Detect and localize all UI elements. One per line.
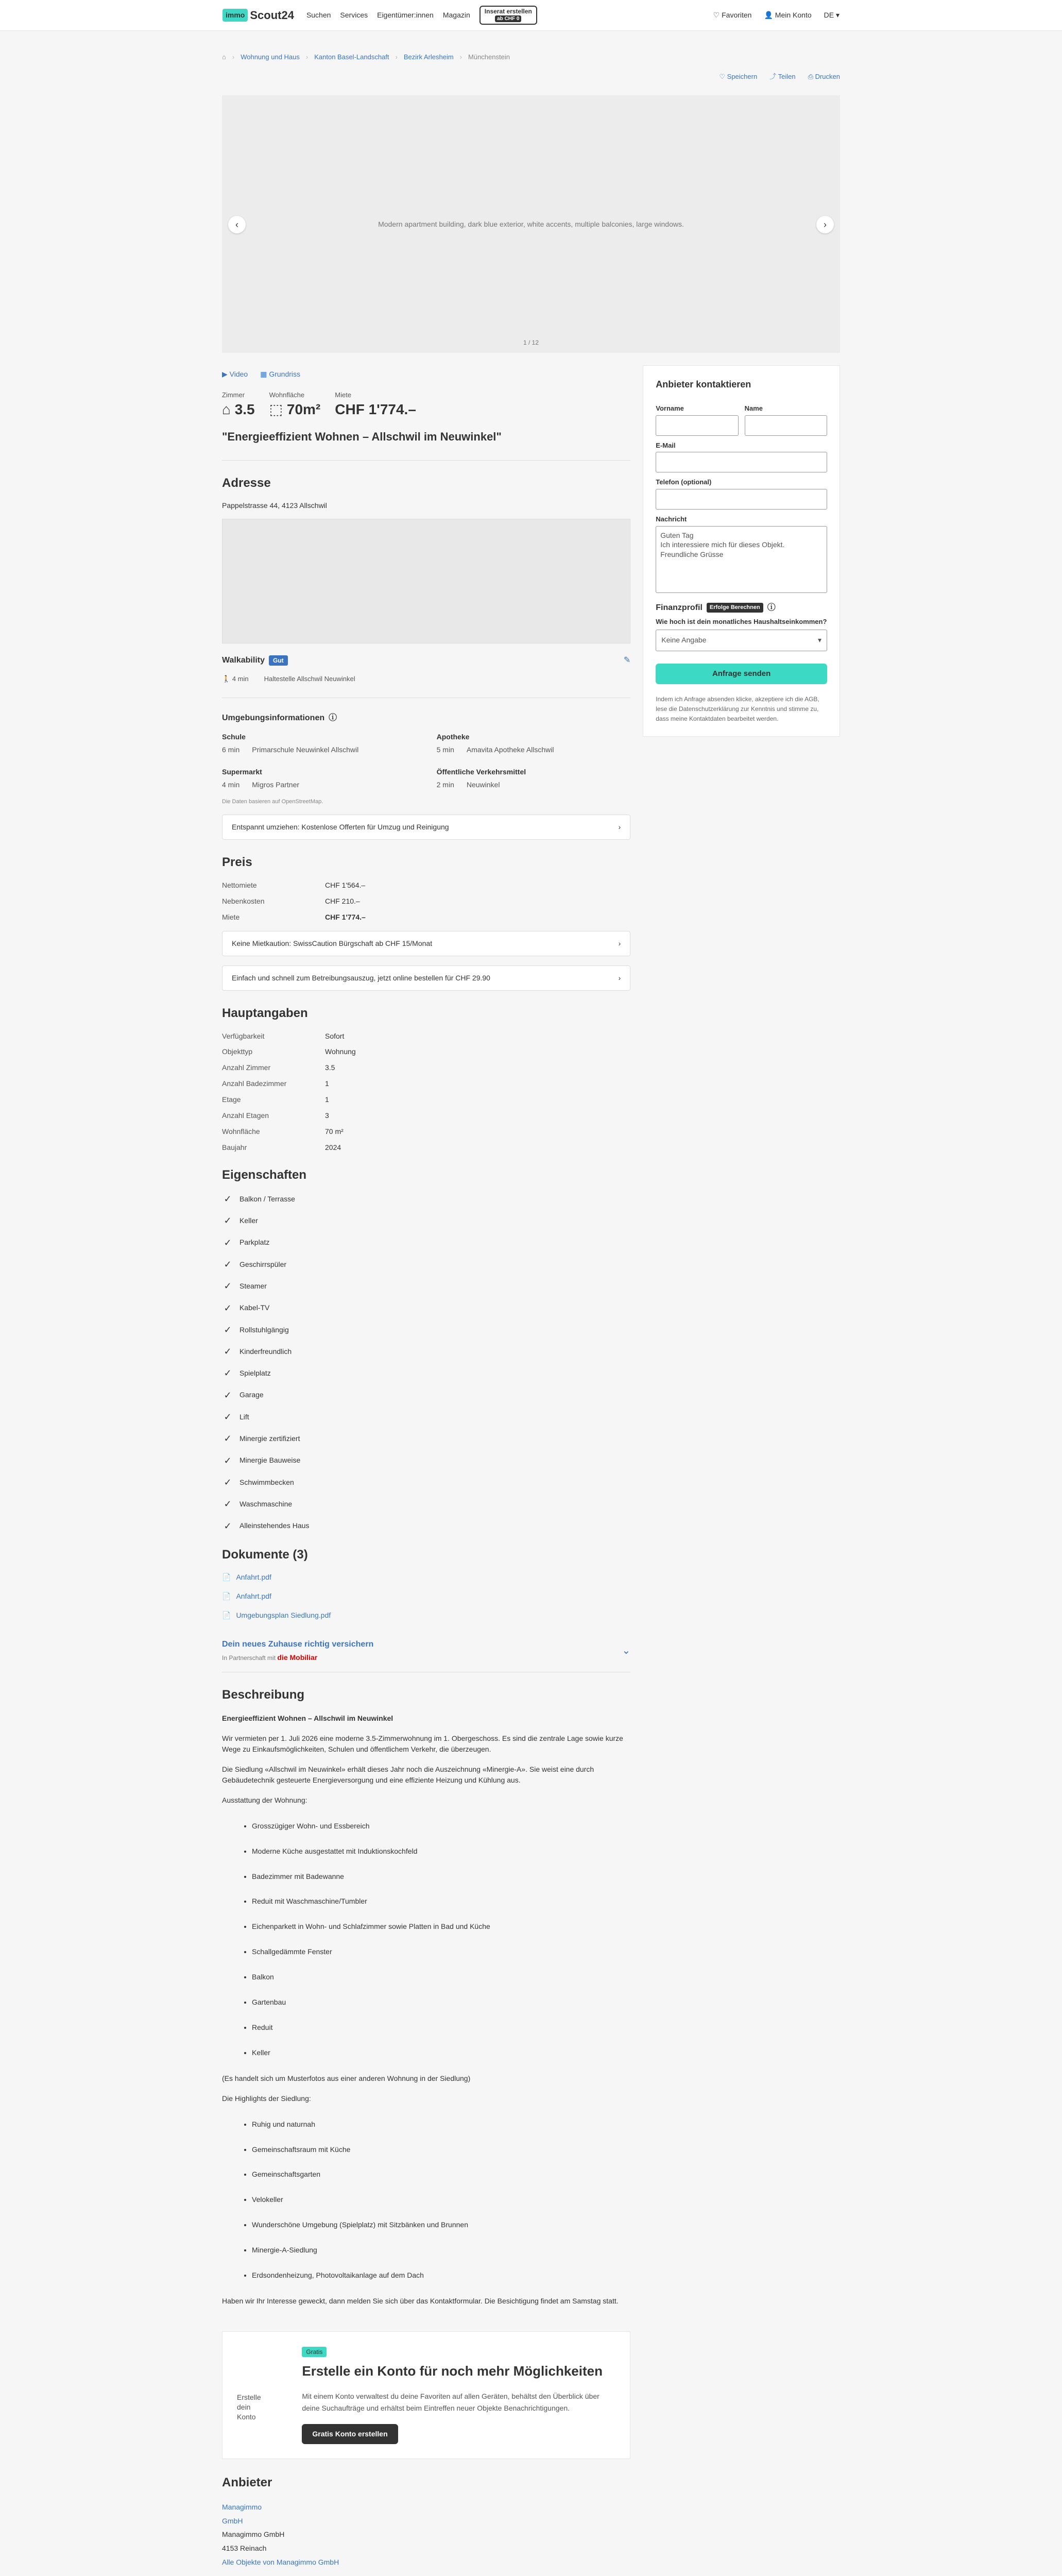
chevron-down-icon: ▾ xyxy=(835,11,840,20)
features-heading: Eigenschaften xyxy=(222,1167,307,1182)
fact-label: Wohnfläche xyxy=(269,391,305,399)
environment-heading: Umgebungsinformationen xyxy=(222,714,325,723)
contact-sidebar xyxy=(643,365,840,2576)
send-request-button[interactable]: Anfrage senden xyxy=(656,664,827,684)
checkmark-icon: ✓ xyxy=(224,1455,232,1466)
main-info-value: Wohnung xyxy=(325,1047,356,1056)
main-info-key: Baujahr xyxy=(222,1143,247,1151)
fact-value: CHF 1'774.– xyxy=(335,401,416,417)
nav-item-magazine[interactable]: Magazin xyxy=(442,11,470,20)
save-button[interactable]: ♡ Speichern xyxy=(719,72,758,80)
language-label: DE xyxy=(824,11,834,20)
feature-label: Waschmaschine xyxy=(239,1499,293,1508)
chevron-right-icon: › xyxy=(618,974,621,982)
features-list xyxy=(222,1193,630,1532)
fact-label: Zimmer xyxy=(222,391,245,399)
feature-label: Kinderfreundlich xyxy=(239,1347,292,1355)
floorplan-label: Grundriss xyxy=(269,370,301,379)
description-list-item: • Balkon xyxy=(252,1972,630,1982)
account-link[interactable] xyxy=(764,10,811,20)
feature-item xyxy=(222,1498,630,1510)
walkability-label: Walkability xyxy=(222,656,265,665)
checkmark-icon: ✓ xyxy=(224,1433,232,1444)
description-list-item: • Reduit xyxy=(252,2023,630,2032)
main-info-heading: Hauptangaben xyxy=(222,1006,308,1021)
feature-label: Alleinstehendes Haus xyxy=(239,1521,310,1530)
gallery-image-caption: Modern apartment building, dark blue exterior, white accents, multiple balconies, large windows. xyxy=(378,219,684,228)
description-list-item: • Keller xyxy=(252,2048,630,2058)
main-info-row xyxy=(222,1063,630,1073)
checkmark-icon: ✓ xyxy=(224,1281,232,1292)
checkmark-icon: ✓ xyxy=(224,1368,232,1379)
feature-item xyxy=(222,1302,630,1314)
deposit-banner[interactable]: Keine Mietkaution: SwissCaution Bürgschaft ab CHF 15/Monat › xyxy=(222,931,630,956)
checkmark-icon: ✓ xyxy=(224,1194,232,1205)
home-icon[interactable]: ⌂ xyxy=(222,53,226,61)
all-listings-link[interactable]: Alle Objekte von Managimmo GmbH xyxy=(222,2557,339,2566)
main-info-value: 3 xyxy=(325,1111,329,1120)
success-badge: Erfolge Berechnen xyxy=(707,603,763,613)
fact-label: Miete xyxy=(335,391,352,399)
main-info-value: Sofort xyxy=(325,1031,345,1040)
edit-icon[interactable]: ✎ xyxy=(623,656,631,665)
info-icon[interactable]: ⓘ xyxy=(767,603,776,612)
favorites-link[interactable] xyxy=(713,10,752,20)
main-info-value: 3.5 xyxy=(325,1063,335,1072)
feature-item xyxy=(222,1411,630,1423)
insurance-promo[interactable]: Dein neues Zuhause richtig versichern In Partnerschaft mit die Mobiliar ⌄ xyxy=(222,1630,630,1672)
description-list-item: • Gemeinschaftsraum mit Küche xyxy=(252,2145,630,2155)
feature-label: Minergie Bauweise xyxy=(239,1456,301,1465)
create-listing-button[interactable] xyxy=(479,6,537,25)
nav-item-search[interactable]: Suchen xyxy=(306,11,331,20)
document-link[interactable]: 📄 Anfahrt.pdf xyxy=(222,1573,271,1582)
feature-label: Balkon / Terrasse xyxy=(239,1194,295,1203)
main-nav xyxy=(306,10,470,20)
image-gallery[interactable] xyxy=(222,95,840,353)
create-account-card: Erstelle dein Konto Gratis Erstelle ein Konto für noch mehr Möglichkeiten Mit einem Konto verwaltest du deine Favoriten auf allen Geräten, behältst den Überblick über deine Suchaufträge und erhältst beim Eintreffen neuer Objekte Benachrichtigungen. Gratis Konto erstellen xyxy=(222,2331,630,2459)
main-info-table xyxy=(222,1031,630,1153)
video-button[interactable]: ▶ Video xyxy=(222,370,248,379)
media-tools xyxy=(222,365,630,391)
favorites-label: Favoriten xyxy=(722,11,752,20)
description-list-item: • Eichenparkett in Wohn- und Schlafzimmer sowie Platten in Bad und Küche xyxy=(252,1922,630,1931)
last-name-field[interactable] xyxy=(745,415,827,436)
main-info-row xyxy=(222,1111,630,1121)
feature-label: Rollstuhlgängig xyxy=(239,1325,289,1334)
create-listing-label: Inserat erstellen xyxy=(484,7,532,15)
mobiliar-logo: die Mobiliar xyxy=(277,1653,318,1662)
breadcrumb-item[interactable]: Wohnung und Haus xyxy=(241,53,300,61)
main-info-value: 1 xyxy=(325,1095,329,1104)
feature-item xyxy=(222,1367,630,1379)
breadcrumb-item[interactable]: Bezirk Arlesheim xyxy=(403,53,454,61)
create-listing-price: ab CHF 0 xyxy=(495,15,521,22)
description-list-item: • Gartenbau xyxy=(252,1997,630,2007)
fact-value: 3.5 xyxy=(234,401,255,417)
breadcrumb-item[interactable]: Kanton Basel-Landschaft xyxy=(314,53,389,61)
description-list-item: • Ruhig und naturnah xyxy=(252,2120,630,2129)
language-select[interactable] xyxy=(824,10,840,20)
immoscout-logo[interactable] xyxy=(222,8,294,23)
main-info-row xyxy=(222,1095,630,1105)
feature-item xyxy=(222,1389,630,1401)
feature-item xyxy=(222,1454,630,1467)
feature-item xyxy=(222,1280,630,1292)
feature-item xyxy=(222,1345,630,1358)
gallery-next-button[interactable]: › xyxy=(816,216,834,233)
feature-item xyxy=(222,1236,630,1249)
feature-label: Keller xyxy=(239,1216,258,1225)
chevron-right-icon: › xyxy=(618,939,621,948)
breadcrumb: ⌂ › Wohnung und Haus › Kanton Basel-Landschaft › Bezirk Arlesheim › Münchenstein xyxy=(222,53,510,61)
nav-item-owners[interactable]: Eigentümer:innen xyxy=(377,11,434,20)
page-content xyxy=(222,31,840,2576)
price-row: Miete CHF 1'774.– xyxy=(222,912,366,921)
main-info-row xyxy=(222,1047,630,1057)
feature-label: Steamer xyxy=(239,1281,267,1290)
documents-heading: Dokumente (3) xyxy=(222,1547,308,1562)
debt-record-banner[interactable]: Einfach und schnell zum Betreibungsauszug, jetzt online bestellen für CHF 29.90 › xyxy=(222,965,630,991)
main-info-key: Etage xyxy=(222,1095,241,1104)
key-facts xyxy=(222,391,630,419)
checkmark-icon: ✓ xyxy=(224,1412,232,1422)
share-label: Teilen xyxy=(778,72,796,80)
financial-profile-label: Finanzprofil xyxy=(656,603,703,612)
main-info-key: Anzahl Zimmer xyxy=(222,1063,271,1072)
info-icon[interactable]: ⓘ xyxy=(329,714,337,723)
account-label: Mein Konto xyxy=(775,11,812,20)
listing-actions xyxy=(222,72,840,96)
description-list-item: • Badezimmer mit Badewanne xyxy=(252,1872,630,1882)
first-name-field[interactable] xyxy=(656,415,738,436)
price-heading: Preis xyxy=(222,855,252,870)
income-select[interactable]: Keine Angabe ▾ xyxy=(656,630,827,651)
main-info-row xyxy=(222,1031,630,1041)
feature-label: Garage xyxy=(239,1391,264,1399)
breadcrumb-current: Münchenstein xyxy=(468,53,510,61)
chevron-down-icon: ▾ xyxy=(817,636,821,645)
main-info-key: Anzahl Badezimmer xyxy=(222,1079,287,1088)
description-heading: Beschreibung xyxy=(222,1688,305,1702)
main-info-key: Verfügbarkeit xyxy=(222,1031,265,1040)
feature-item xyxy=(222,1432,630,1445)
main-info-key: Anzahl Etagen xyxy=(222,1111,269,1120)
fact-rooms xyxy=(222,391,255,419)
feature-item xyxy=(222,1193,630,1205)
address-line: Pappelstrasse 44, 4123 Allschwil xyxy=(222,501,327,510)
message-field[interactable]: Guten Tag Ich interessiere mich für dieses Objekt. Freundliche Grüsse xyxy=(656,526,827,593)
checkmark-icon: ✓ xyxy=(224,1259,232,1269)
email-field[interactable] xyxy=(656,452,827,472)
description-list-item: • Wunderschöne Umgebung (Spielplatz) mit Sitzbänken und Brunnen xyxy=(252,2220,630,2230)
share-button[interactable]: ⤴ Teilen xyxy=(769,72,796,80)
checkmark-icon: ✓ xyxy=(224,1346,232,1357)
print-label: Drucken xyxy=(815,72,840,80)
description-list-item: • Schallgedämmte Fenster xyxy=(252,1947,630,1957)
main-info-row xyxy=(222,1079,630,1089)
logo-text: Scout24 xyxy=(250,8,294,22)
feature-label: Schwimmbecken xyxy=(239,1478,294,1486)
environment-grid xyxy=(222,732,630,790)
video-label: Video xyxy=(229,370,248,379)
main-info-key: Wohnfläche xyxy=(222,1127,260,1136)
main-info-row xyxy=(222,1143,630,1153)
checkmark-icon: ✓ xyxy=(224,1324,232,1335)
feature-label: Parkplatz xyxy=(239,1238,270,1247)
create-account-button[interactable]: Gratis Konto erstellen xyxy=(302,2424,398,2444)
moving-banner[interactable]: Entspannt umziehen: Kostenlose Offerten für Umzug und Reinigung › xyxy=(222,815,630,840)
description-list-item: • Velokeller xyxy=(252,2195,630,2205)
feature-item xyxy=(222,1520,630,1532)
feature-item xyxy=(222,1258,630,1270)
fact-value: 70m² xyxy=(286,401,321,417)
listing-details: ▶ Video ▦ Grundriss Zimmer ⌂ 3.5 Wohnfläche ⬚ 70m² Miete CHF 1'774.– "Energieeffizient Wohnen – Allschwil im Neuwinkel" Adresse Pappelstrasse 44, 4123 Allschwil Walkability Gut ✎ 🚶 4 min Haltestelle Allschwil Neuwinkel Umgebungsinformationen ⓘ Schule 6 min Primarschule Neuwinkel Allschwil Apotheke 5 min Amavita Apotheke Allschwil Supermarkt 4 min Migros Partner Öffentliche Verkehrsmittel 2 min Neuwinkel Die Daten basieren auf OpenStreetMap. Entspannt umziehen: Kostenlose Offerten für Umzug und Reinigung › Preis Nettomiete CHF 1'564.– Nebenkosten CHF 210.– Miete CHF 1'774.– Keine Mietkaution: SwissCaution Bürgschaft ab CHF 15/Monat › Einfach und schnell zum Betreibungsauszug, jetzt online bestellen für CHF 29.90 › Hauptangaben Verfügbarkeit Sofort Objekttyp Wohnung Anzahl Zimmer 3.5 Anzahl Badezimmer 1 Etage 1 Anzahl Etagen 3 Wohnfläche 70 m² Baujahr 2024 Eigenschaften ✓ Balkon / Terrasse ✓ Keller ✓ Parkplatz ✓ Geschirrspüler ✓ Steamer ✓ Kabel-TV ✓ Rollstuhlgängig ✓ Kinderfreundlich ✓ Spielplatz ✓ Garage ✓ Lift ✓ Minergie zertifiziert ✓ Minergie Bauweise ✓ Schwimmbecken ✓ Waschmaschine ✓ Alleinstehendes Haus Dokumente (3) 📄 Anfahrt.pdf 📄 Anfahrt.pdf 📄 Umgebungsplan Siedlung.pdf Dein neues Zuhause richtig versichern In Partnerschaft mit die Mobiliar ⌄ Beschreibung Energieeffizient Wohnen – Allschwil im Neuwinkel Wir vermieten per 1. Juli 2026 eine moderne 3.5-Zimmerwohnung im 1. Obergeschoss. Es sind die zentrale Lage sowie kurze Wege zu Einkaufsmöglichkeiten, Schulen und öffentlichem Verkehr, die überzeugen. Die Siedlung «Allschwil im Neuwinkel» erhält dieses Jahr noch die Auszeichnung «Minergie-A». Sie weist eine durch Gebäudetechnik gesteuerte Energieversorgung und eine effiziente Heizung und Kühlung aus. Ausstattung der Wohnung: • Grosszügiger Wohn- und Essbereich • Moderne Küche ausgestattet mit Induktionskochfeld • Badezimmer mit Badewanne • Reduit mit Waschmaschine/Tumbler • Eichenparkett in Wohn- und Schlafzimmer sowie Platten in Bad und Küche • Schallgedämmte Fenster • Balkon • Gartenbau • Reduit • Keller (Es handelt sich um Musterfotos aus einer anderen Wohnung in der Siedlung) Die Highlights der Siedlung: • Ruhig und naturnah • Gemeinschaftsraum mit Küche • Gemeinschaftsgarten • Velokeller • Wunderschöne Umgebung (Spielplatz) mit Sitzbänken und Brunnen • Minergie-A-Siedlung • Erdsondenheizung, Photovoltaikanlage auf dem Dach Haben wir Ihr Interesse geweckt, dann melden Sie sich über das Kontaktformular. Die Besichtigung findet am Samstag statt. Erstelle dein Konto Gratis Erstelle ein Konto für noch mehr Möglichkeiten Mit einem Konto verwaltest du deine Favoriten auf allen Geräten, behältst den Überblick über deine Suchaufträge und erhältst beim Eintreffen neuer Objekte Benachrichtigungen. Gratis Konto erstellen Anbieter Managimmo GmbH Managimmo GmbH 4153 Reinach Alle Objekte von Managimmo GmbH xyxy=(222,365,630,2576)
nav-item-services[interactable]: Services xyxy=(340,11,368,20)
contact-form: Anbieter kontaktieren Vorname Name E-Mail Telefon (optional) Nachricht Guten Tag Ich interessiere mich für dieses Objekt. Freundliche Grüsse Finanzprofil Erfolge Berechnen ⓘ Wie hoch ist dein monatliches Haushaltseinkommen? Keine Angabe ▾ Anfrage senden Indem ich Anfrage absenden klicke, akzeptiere ich die AGB, lese die Datenschutzerklärung zur Kenntnis und stimme zu, dass meine Kontaktdaten bearbeitet werden. xyxy=(643,365,840,737)
user-menu xyxy=(713,10,840,20)
phone-field[interactable] xyxy=(656,489,827,510)
user-icon: 👤 xyxy=(764,11,773,20)
contact-form-heading: Anbieter kontaktieren xyxy=(656,379,751,390)
feature-item xyxy=(222,1476,630,1488)
price-row: Nebenkosten CHF 210.– xyxy=(222,896,360,905)
floorplan-button[interactable]: ▦ Grundriss xyxy=(260,370,301,379)
walk-time: 🚶 4 min xyxy=(222,674,249,683)
feature-label: Spielplatz xyxy=(239,1369,271,1378)
chevron-right-icon: › xyxy=(618,823,621,832)
document-link[interactable]: 📄 Umgebungsplan Siedlung.pdf xyxy=(222,1611,331,1619)
environment-source: Die Daten basieren auf OpenStreetMap. xyxy=(222,798,323,805)
rooms-icon: ⌂ xyxy=(222,401,231,417)
checkmark-icon: ✓ xyxy=(224,1302,232,1313)
advertiser-heading: Anbieter xyxy=(222,2475,272,2489)
feature-label: Geschirrspüler xyxy=(239,1260,287,1268)
env-pharmacy: Apotheke 5 min Amavita Apotheke Allschwil xyxy=(436,733,554,754)
logo-mark: immo xyxy=(222,9,248,22)
main-info-row xyxy=(222,1127,630,1137)
walkability-badge: Gut xyxy=(269,655,288,666)
document-link[interactable]: 📄 Anfahrt.pdf xyxy=(222,1592,271,1601)
privacy-notice: Indem ich Anfrage absenden klicke, akzeptiere ich die AGB, lese die Datenschutzerklärung zur Kenntnis und stimme zu, dass meine Kontaktdaten bearbeitet werden. xyxy=(656,695,819,723)
checkmark-icon: ✓ xyxy=(224,1499,232,1510)
feature-item xyxy=(222,1214,630,1227)
main-info-value: 2024 xyxy=(325,1143,341,1151)
env-school: Schule 6 min Primarschule Neuwinkel Allschwil xyxy=(222,733,359,754)
feature-label: Minergie zertifiziert xyxy=(239,1434,300,1443)
description-list-item: • Grosszügiger Wohn- und Essbereich xyxy=(252,1821,630,1831)
env-public-transport: Öffentliche Verkehrsmittel 2 min Neuwinkel xyxy=(436,767,526,789)
walk-place: Haltestelle Allschwil Neuwinkel xyxy=(264,674,355,683)
checkmark-icon: ✓ xyxy=(224,1389,232,1400)
checkmark-icon: ✓ xyxy=(224,1215,232,1226)
description-list-item: • Moderne Küche ausgestattet mit Induktionskochfeld xyxy=(252,1846,630,1856)
gallery-counter: 1 / 12 xyxy=(523,338,539,346)
checkmark-icon: ✓ xyxy=(224,1237,232,1248)
document-icon: 📄 xyxy=(222,1592,231,1601)
env-supermarket: Supermarkt 4 min Migros Partner xyxy=(222,767,300,789)
chevron-down-icon: ⌄ xyxy=(622,1645,631,1656)
advertiser-link[interactable]: GmbH xyxy=(222,2516,243,2525)
area-icon: ⬚ xyxy=(269,401,283,417)
feature-label: Lift xyxy=(239,1412,249,1421)
checkmark-icon: ✓ xyxy=(224,1477,232,1487)
checkmark-icon: ✓ xyxy=(224,1520,232,1531)
location-map[interactable] xyxy=(222,519,630,643)
advertiser-link[interactable]: Managimmo xyxy=(222,2503,262,2512)
walkability xyxy=(222,655,288,666)
fact-rent xyxy=(335,391,416,419)
listing-title: "Energieeffizient Wohnen – Allschwil im Neuwinkel" xyxy=(222,430,502,444)
gallery-prev-button[interactable]: ‹ xyxy=(228,216,246,233)
description-list-item: • Minergie-A-Siedlung xyxy=(252,2245,630,2255)
top-navigation xyxy=(0,0,1062,31)
main-info-key: Objekttyp xyxy=(222,1047,253,1056)
description: Beschreibung Energieeffizient Wohnen – Allschwil im Neuwinkel Wir vermieten per 1. Juli 2026 eine moderne 3.5-Zimmerwohnung im 1. Obergeschoss. Es sind die zentrale Lage sowie kurze Wege zu Einkaufsmöglichkeiten, Schulen und öffentlichem Verkehr, die überzeugen. Die Siedlung «Allschwil im Neuwinkel» erhält dieses Jahr noch die Auszeichnung «Minergie-A». Sie weist eine durch Gebäudetechnik gesteuerte Energieversorgung und eine effiziente Heizung und Kühlung aus. Ausstattung der Wohnung: • Grosszügiger Wohn- und Essbereich • Moderne Küche ausgestattet mit Induktionskochfeld • Badezimmer mit Badewanne • Reduit mit Waschmaschine/Tumbler • Eichenparkett in Wohn- und Schlafzimmer sowie Platten in Bad und Küche • Schallgedämmte Fenster • Balkon • Gartenbau • Reduit • Keller (Es handelt sich um Musterfotos aus einer anderen Wohnung in der Siedlung) Die Highlights der Siedlung: • Ruhig und naturnah • Gemeinschaftsraum mit Küche • Gemeinschaftsgarten • Velokeller • Wunderschöne Umgebung (Spielplatz) mit Sitzbänken und Brunnen • Minergie-A-Siedlung • Erdsondenheizung, Photovoltaikanlage auf dem Dach Haben wir Ihr Interesse geweckt, dann melden Sie sich über das Kontaktformular. Die Besichtigung findet am Samstag statt. xyxy=(222,1687,630,2307)
save-label: Speichern xyxy=(727,72,758,80)
print-button[interactable]: ⎙ Drucken xyxy=(808,72,840,80)
feature-label: Kabel-TV xyxy=(239,1303,270,1312)
price-row: Nettomiete CHF 1'564.– xyxy=(222,880,366,889)
fact-area xyxy=(269,391,321,419)
feature-item xyxy=(222,1324,630,1336)
document-icon: 📄 xyxy=(222,1611,231,1619)
description-list-item: • Gemeinschaftsgarten xyxy=(252,2170,630,2179)
main-info-value: 70 m² xyxy=(325,1127,344,1136)
description-list-item: • Erdsondenheizung, Photovoltaikanlage auf dem Dach xyxy=(252,2270,630,2280)
main-info-value: 1 xyxy=(325,1079,329,1088)
document-icon: 📄 xyxy=(222,1573,231,1582)
address-heading: Adresse xyxy=(222,476,271,490)
heart-icon: ♡ xyxy=(713,11,720,20)
description-list-item: • Reduit mit Waschmaschine/Tumbler xyxy=(252,1896,630,1906)
